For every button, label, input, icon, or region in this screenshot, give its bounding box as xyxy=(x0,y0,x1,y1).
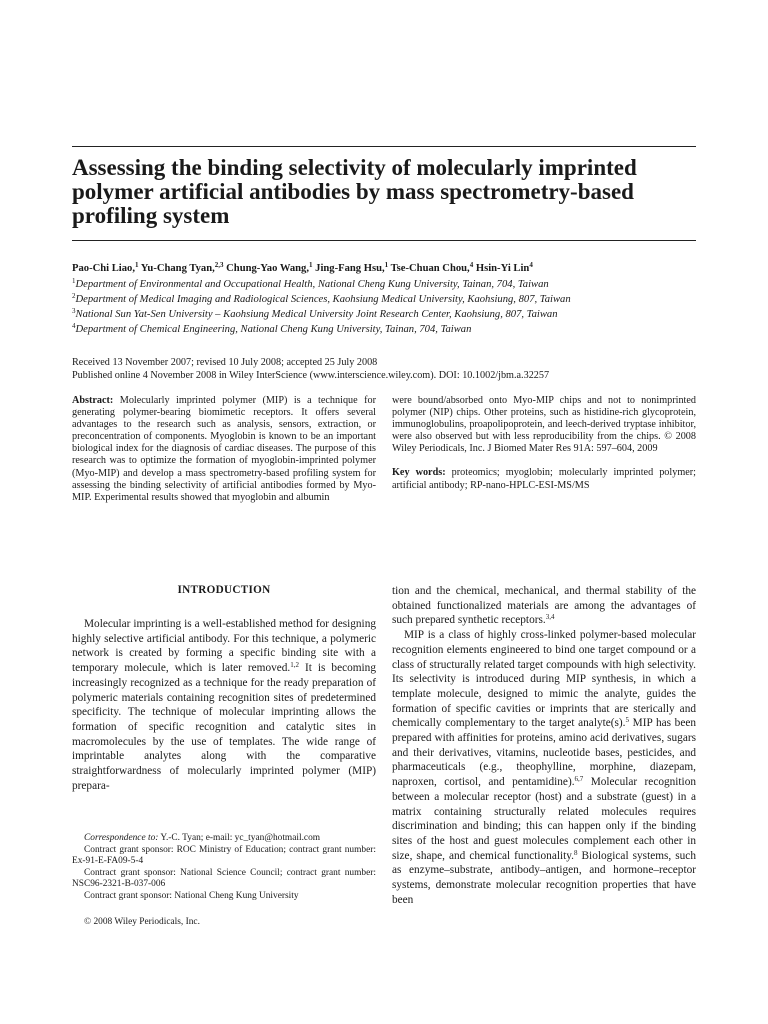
affiliation-2: $^2$Department of Medical Imaging and Radiological Sciences, Kaohsiung Medical University, Kaohsiung, 807, Taiwan xyxy=(72,292,571,305)
author-name: Pao-Chi Liao,$^1$ xyxy=(72,261,139,274)
affiliation-3: $^3$National Sun Yat-Sen University – Kaohsiung Medical University Joint Research Center, Kaohsiung, 807, Taiwan xyxy=(72,307,558,320)
affiliation-4: $^4$Department of Chemical Engineering, National Cheng Kung University, Tainan, 704, Taiwan xyxy=(72,322,472,335)
citation-superscript: 5 xyxy=(625,716,630,725)
title-bottom-rule xyxy=(72,240,696,241)
published-line: Published online 4 November 2008 in Wiley InterScience (www.interscience.wiley.com). DOI: 10.1002/jbm.a.32257 xyxy=(72,370,550,381)
citation-superscript: 6,7 xyxy=(574,775,584,784)
affiliation-1: $^1$Department of Environmental and Occupational Health, National Cheng Kung University, Tainan, 704, Taiwan xyxy=(72,277,549,290)
grant-note-3: Contract grant sponsor: National Cheng Kung University xyxy=(84,890,299,901)
author-name: Hsin-Yi Lin$^4$ xyxy=(475,261,533,274)
abstract-left-column xyxy=(72,395,376,504)
citation-superscript: 3,4 xyxy=(545,613,555,622)
intro-paragraph-continued: tion and the chemical, mechanical, and thermal stability of the obtained functionalized materials are among the advantages of such prepared synthetic receptors.$^{3,4}$ xyxy=(392,585,696,627)
author-name: Tse-Chuan Chou,$^4$ xyxy=(390,261,474,274)
intro-paragraph-2: MIP is a class of highly cross-linked polymer-based molecular recognition elements engineered to bind one target compound or a class of structurally related target compounds with high selectivity. Its selectivity is introduced during MIP synthesis, in which a template molecule, designed to mimic the analyte, guides the formation of specific cavities or imprints that are sterically and chemically complementary to the target analyte(s).$^5$ MIP has been prepared with affinities for proteins, amino acid derivatives, sugars and their derivatives, vitamins, nucleotide bases, pesticides, and pharmaceuticals (e.g., theophylline, morphine, diazepam, naproxen, cortisol, and pentamidine).$^{6,7}$ Molecular recognition between a molecular receptor (host) and a substrate (guest) in a matrix containing structurally related molecules requires discrimination and binding; this can happen only if the binding sites of the host and guest molecules complement each other in size, shape, and chemical functionality.$^8$ Biological systems, such as enzyme–substrate, antibody–antigen, and hormone–receptor systems, demonstrate molecular recognition properties that have been xyxy=(392,629,697,906)
author-name: Jing-Fang Hsu,$^1$ xyxy=(315,261,389,274)
author-name: Chung-Yao Wang,$^1$ xyxy=(226,261,313,274)
grant-note-1: Contract grant sponsor: ROC Ministry of Education; contract grant number: Ex-91-E-FA09-5-4 xyxy=(72,844,376,867)
keywords-text: proteomics; myoglobin; molecularly imprinted polymer; artificial antibody; RP-nano-HPLC-ESI-MS/MS xyxy=(392,467,696,491)
author-list xyxy=(72,263,696,274)
article-title: Assessing the binding selectivity of molecularly imprinted polymer artificial antibodies by mass spectrometry-based profiling system xyxy=(72,155,637,228)
abstract-right-column xyxy=(392,395,696,492)
intro-paragraph-1: Molecular imprinting is a well-established method for designing highly selective artificial antibody. For this technique, a polymeric network is created by forming a specific binding site with a temporary molecule, which is later removed.$^{1,2}$ It is becoming increasingly recognized as a technique for the ready preparation of polymeric materials containing recognition sites of predetermined specificity. The technique of molecular imprinting allows the formation of specific recognition and catalytic sites in macromolecules by the use of templates. The wide range of imprintable analytes along with the comparative straightforwardness of molecularly imprinted polymer (MIP) prepara- xyxy=(72,618,376,792)
abstract-text-right: were bound/absorbed onto Myo-MIP chips and not to nonimprinted polymer (NIP) chips. Other proteins, such as histidine-rich glycoprotein, immunoglobulins, proapolipoprotein, and leech-derived tryptase inhibitor, were also observed but with less reproducibility from the chips. © 2008 Wiley Periodicals, Inc. J Biomed Mater Res 91A: 597–604, 2009 xyxy=(392,395,696,455)
abstract-label: Abstract: xyxy=(72,395,114,406)
author-name: Yu-Chang Tyan,$^{2,3}$ xyxy=(140,261,224,274)
intro-left-column xyxy=(72,617,376,793)
grant-note-2: Contract grant sponsor: National Science Council; contract grant number: NSC96-2321-B-037-006 xyxy=(72,867,376,890)
citation-superscript: 1,2 xyxy=(290,661,299,670)
received-dates: Received 13 November 2007; revised 10 July 2008; accepted 25 July 2008 xyxy=(72,357,378,368)
copyright-note: © 2008 Wiley Periodicals, Inc. xyxy=(84,916,200,927)
citation-superscript: 8 xyxy=(573,848,578,857)
intro-right-column xyxy=(392,584,696,907)
footnotes xyxy=(72,833,376,928)
abstract-text-left: Molecularly imprinted polymer (MIP) is a technique for generating polymer-bearing biomimetic receptors. It offers several advantages to the research such as analysis, sensors, extraction, or preconcentration of components. Myoglobin is known to be an important biological index for the diagnosis of cardiac diseases. The purpose of this research was to optimize the formation of myoglobin-imprinted polymer (Myo-MIP) and develop a mass spectrometry-based profiling system for assessing the binding selectivity of artificial antibodies formed by Myo-MIP. Experimental results showed that myoglobin and albumin xyxy=(72,395,376,503)
keywords-label: Key words: xyxy=(392,467,446,479)
introduction-heading: INTRODUCTION xyxy=(177,584,271,596)
title-top-rule xyxy=(72,146,696,147)
correspondence-note: Correspondence to: Y.-C. Tyan; e-mail: yc_tyan@hotmail.com xyxy=(84,833,321,843)
